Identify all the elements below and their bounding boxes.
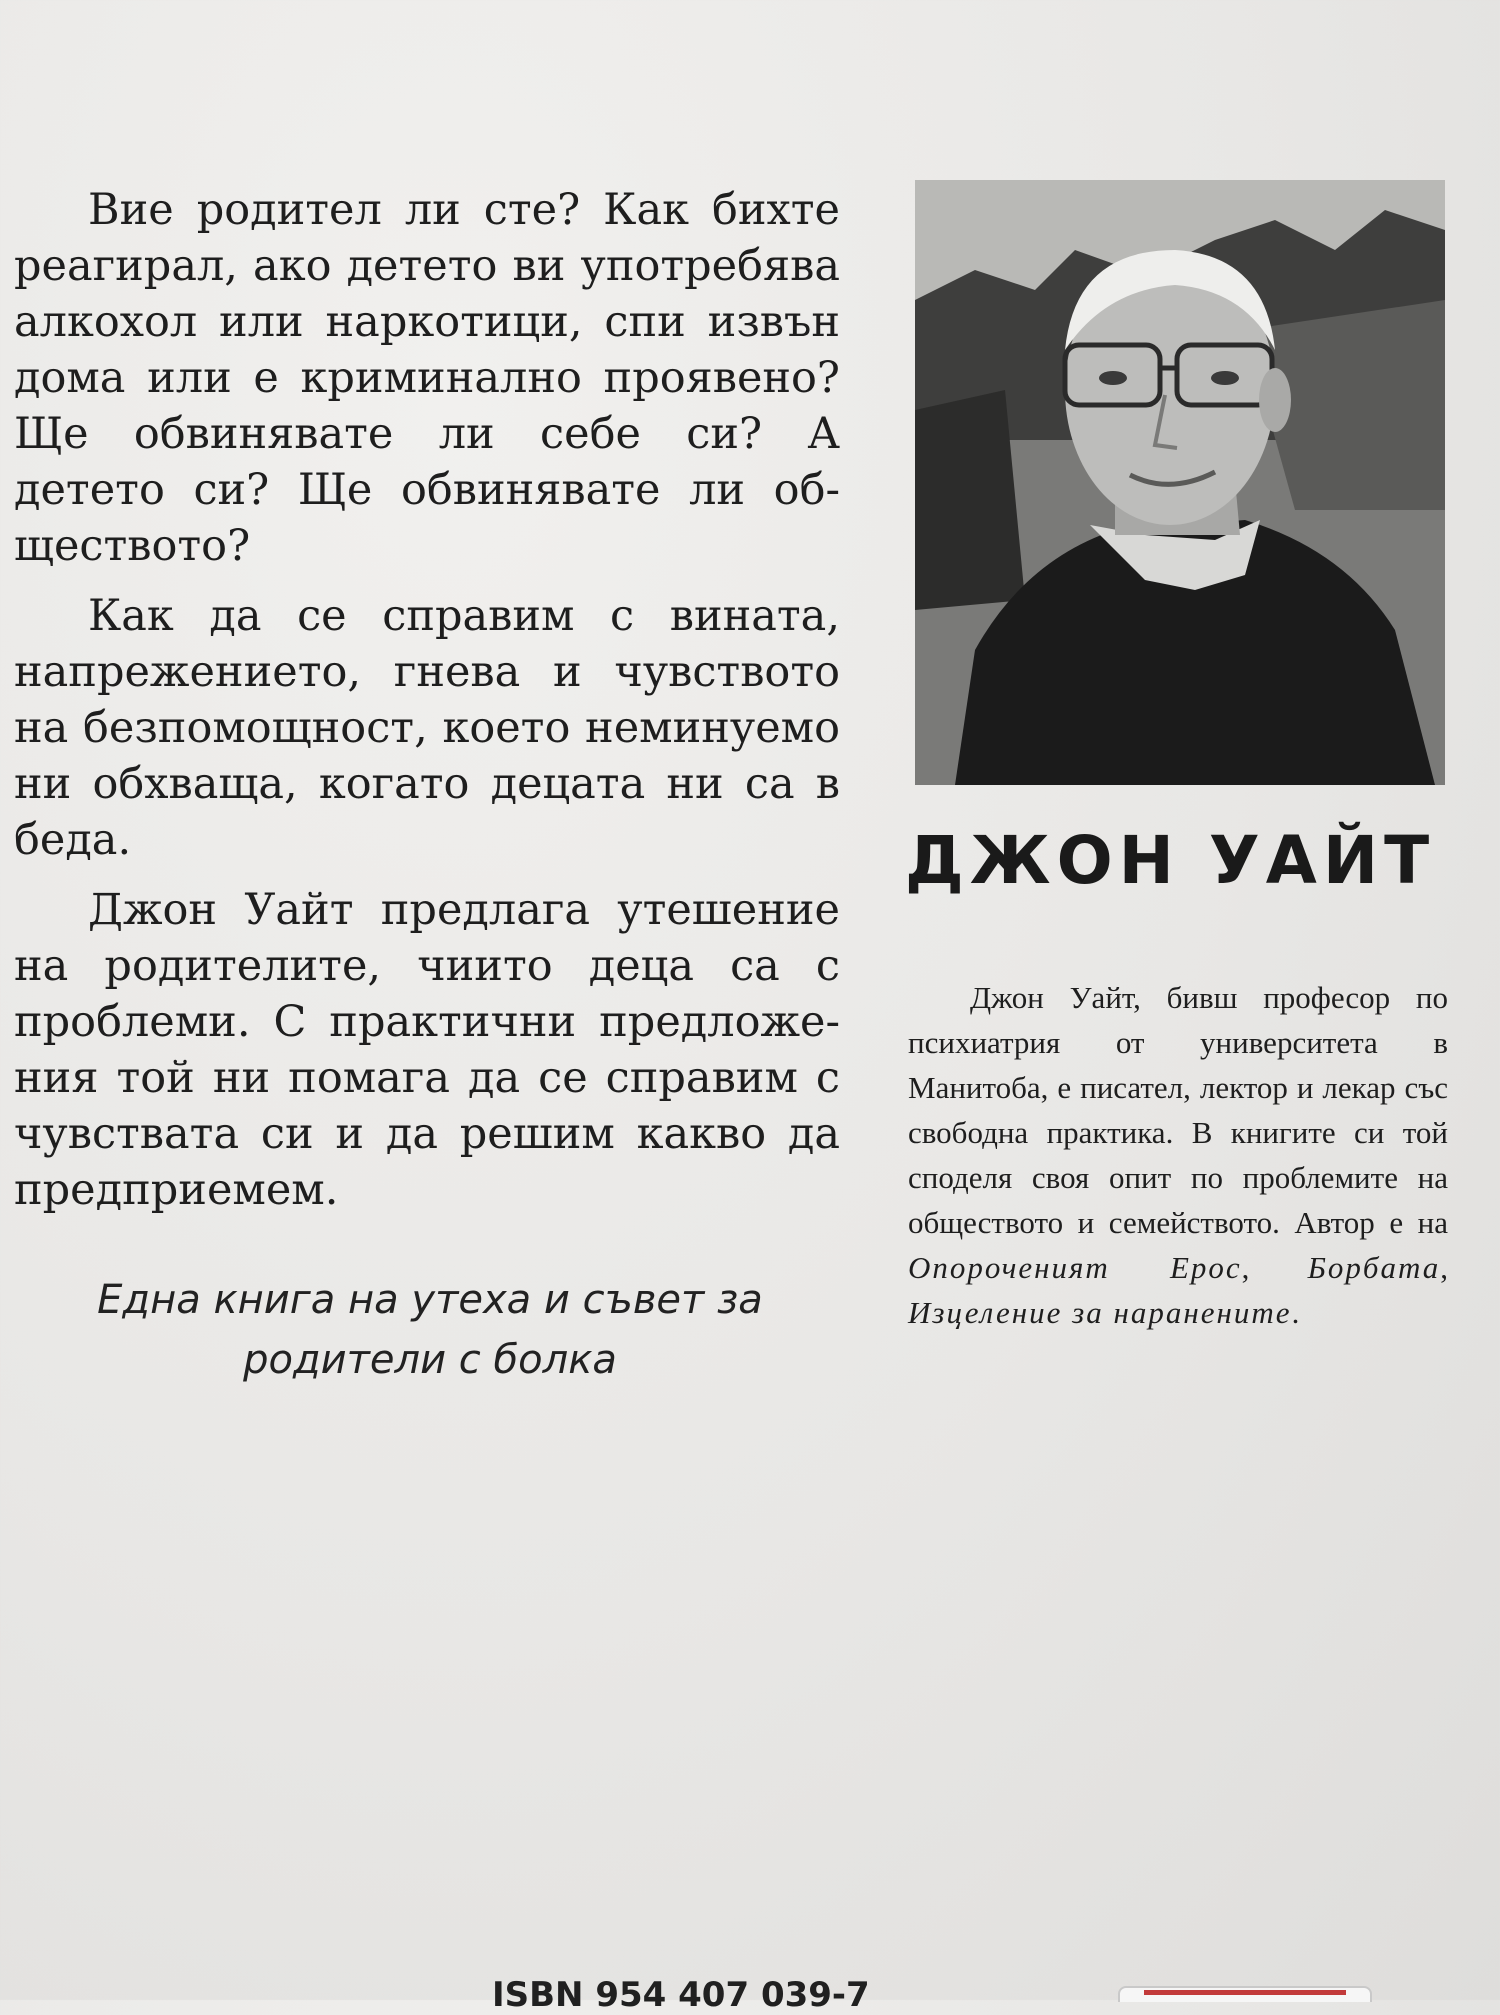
author-photo	[915, 180, 1445, 785]
blurb-text	[14, 182, 840, 1232]
book-title-1: Опороченият Ерос	[908, 1250, 1242, 1285]
isbn: ISBN 954 407 039-7	[492, 1975, 870, 2015]
author-name: ДЖОН УАЙТ	[905, 822, 1436, 899]
blurb-paragraph-3: Джон Уайт предлага утешение на родителите, чиито деца са с проблеми. С практични предложения той ни помага да се справим с чувствата си и да решим какво да предприемем.	[14, 885, 840, 1215]
bio-separator-1: ,	[1241, 1250, 1308, 1285]
bio-text: Джон Уайт, бивш професор по психиатрия от университета в Манитоба, е писател, лектор и лекар със свободна практика. В книгите си той споделя своя опит по проблемите на обществото и семейството. Автор е на	[908, 980, 1448, 1240]
bio-separator-2: ,	[1440, 1250, 1448, 1285]
bio-end: .	[1291, 1295, 1300, 1330]
blurb-paragraph-1: Вие родител ли сте? Как бихте реагирал, ако детето ви употребява алкохол или наркотици, спи извън дома или е криминално проявено? Ще обвинявате ли себе си? А детето си? Ще обвинявате ли обществото?	[14, 185, 840, 571]
blurb-paragraph-2: Как да се справим с вината, напрежението, гнева и чувството на безпомощност, което неминуемо ни обхваща, когато децата ни са в беда.	[14, 591, 840, 865]
price-sticker-stripe	[1144, 1990, 1346, 1995]
author-bio	[908, 975, 1448, 1335]
tagline-line-2: родители с болка	[243, 1337, 617, 1383]
tagline	[60, 1270, 800, 1390]
book-title-3: Изцеление за наранените	[908, 1295, 1292, 1330]
tagline-line-1: Една книга на утеха и съвет за	[97, 1277, 763, 1323]
book-title-2: Борбата	[1307, 1250, 1441, 1285]
